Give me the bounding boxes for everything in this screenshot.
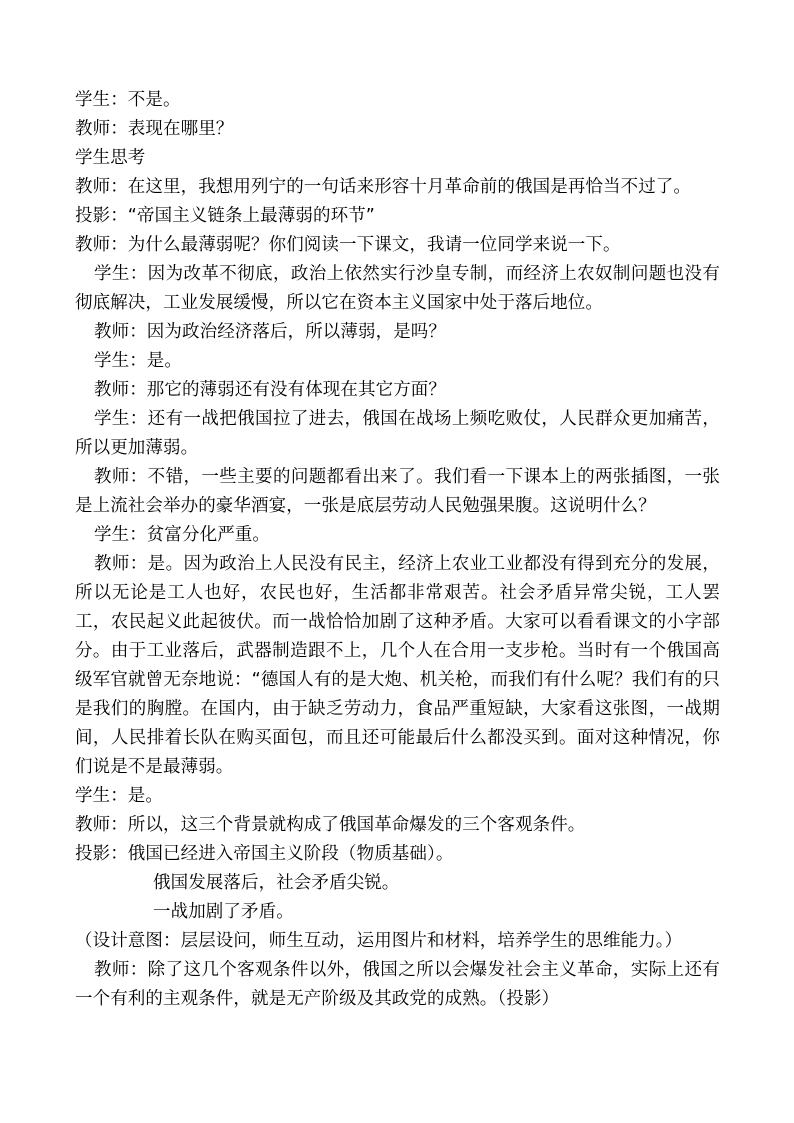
transcript-line: 教师：不错，一些主要的问题都看出来了。我们看一下课本上的两张插图，一张是上流社会举办的豪华酒宴，一张是底层劳动人民勉强果腹。这说明什么？ <box>75 467 720 516</box>
transcript-line: 教师：表现在哪里？ <box>75 119 234 139</box>
projection-sub-line: 一战加剧了矛盾。 <box>153 902 294 922</box>
document-body <box>75 86 720 1014</box>
transcript-line: 学生：是。 <box>94 351 182 371</box>
transcript-line: 教师：为什么最薄弱呢？你们阅读一下课文，我请一位同学来说一下。 <box>75 235 621 255</box>
transcript-line: 教师：因为政治经济落后，所以薄弱，是吗？ <box>94 322 446 342</box>
design-intent-note: （设计意图：层层设问，师生互动，运用图片和材料，培养学生的思维能力。） <box>75 931 683 951</box>
transcript-line: 学生：贫富分化严重。 <box>94 525 270 545</box>
transcript-line: 学生思考 <box>75 148 146 168</box>
transcript-line: 教师：在这里，我想用列宁的一句话来形容十月革命前的俄国是再恰当不过了。 <box>75 177 691 197</box>
projection-sub-line: 俄国发展落后，社会矛盾尖锐。 <box>153 873 400 893</box>
transcript-line: 学生：不是。 <box>75 90 181 110</box>
transcript-line: 学生：还有一战把俄国拉了进去，俄国在战场上频吃败仗，人民群众更加痛苦，所以更加薄弱。 <box>75 409 720 458</box>
transcript-line: 学生：是。 <box>75 786 163 806</box>
transcript-line: 教师：是。因为政治上人民没有民主，经济上农业工业都没有得到充分的发展，所以无论是工人也好，农民也好，生活都非常艰苦。社会矛盾异常尖锐，工人罢工，农民起义此起彼伏。而一战恰恰加剧了这种矛盾。大家可以看看课文的小字部分。由于工业落后，武器制造跟不上，几个人在合用一支步枪。当时有一个俄国高级军官就曾无奈地说：“德国人有的是大炮、机关枪，而我们有什么呢？我们有的只是我们的胸膛。在国内，由于缺乏劳动力，食品严重短缺，大家看这张图，一战期间，人民排着长队在购买面包，而且还可能最后什么都没买到。面对这种情况，你们说是不是最薄弱。 <box>75 554 720 777</box>
projection-line: 投影：俄国已经进入帝国主义阶段（物质基础）。 <box>75 844 454 864</box>
transcript-line: 教师：所以，这三个背景就构成了俄国革命爆发的三个客观条件。 <box>75 815 586 835</box>
transcript-line: 教师：除了这几个客观条件以外，俄国之所以会爆发社会主义革命，实际上还有一个有利的主观条件，就是无产阶级及其政党的成熟。（投影） <box>75 960 720 1009</box>
transcript-line: 学生：因为改革不彻底，政治上依然实行沙皇专制，而经济上农奴制问题也没有彻底解决，工业发展缓慢，所以它在资本主义国家中处于落后地位。 <box>75 264 720 313</box>
projection-line: 投影：“帝国主义链条上最薄弱的环节” <box>75 206 375 226</box>
transcript-line: 教师：那它的薄弱还有没有体现在其它方面？ <box>94 380 446 400</box>
